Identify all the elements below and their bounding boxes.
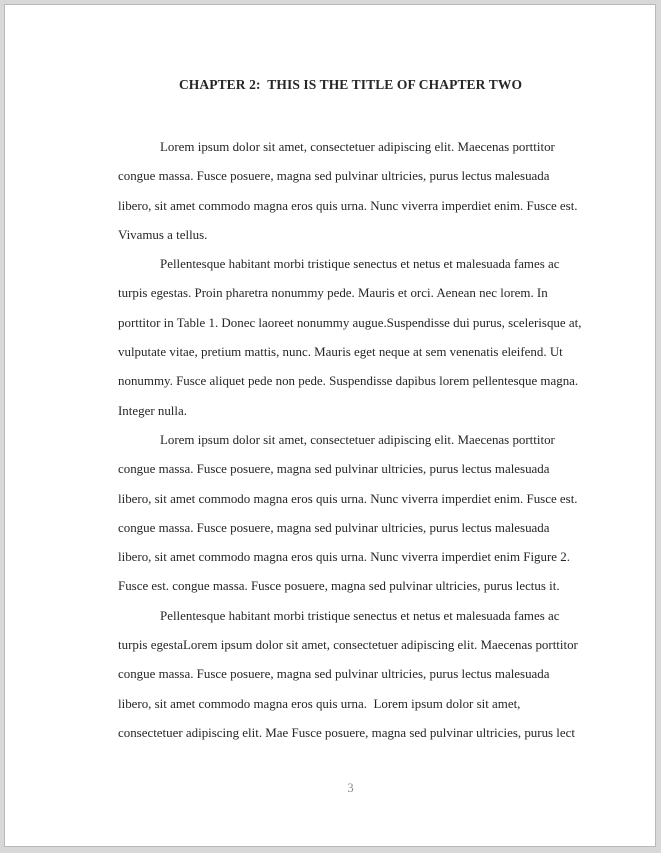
body-paragraph-3: Lorem ipsum dolor sit amet, consectetuer adipiscing elit. Maecenas porttitor congue massa. Fusce posuere, magna sed pulvinar ultricies, purus lectus malesuada libero, sit amet commodo magna eros quis urna. Nunc viverra imperdiet enim. Fusce est. congue massa. Fusce posuere, magna sed pulvinar ultricies, purus lectus malesuada libero, sit amet commodo magna eros quis urna. Nunc viverra imperdiet enim Figure 2. Fusce est. congue massa. Fusce posuere, magna sed pulvinar ultricies, purus lectus it. bbox=[118, 431, 581, 594]
body-paragraph-2: Pellentesque habitant morbi tristique senectus et netus et malesuada fames ac turpis egestas. Proin pharetra nonummy pede. Mauris et orci. Aenean nec lorem. In porttitor in Table 1. Donec laoreet nonummy augue.Suspendisse dui purus, scelerisque at, vulputate vitae, pretium mattis, nunc. Mauris eget neque at sem venenatis eleifend. Ut nonummy. Fusce aliquet pede non pede. Suspendisse dapibus lorem pellentesque magna. Integer nulla. bbox=[118, 256, 585, 418]
document-page bbox=[4, 4, 656, 847]
chapter-title: CHAPTER 2: THIS IS THE TITLE OF CHAPTER TWO bbox=[178, 77, 523, 92]
body-paragraph-4: Pellentesque habitant morbi tristique senectus et netus et malesuada fames ac turpis egestaLorem ipsum dolor sit amet, consectetuer adipiscing elit. Maecenas porttitor congue massa. Fusce posuere, magna sed pulvinar ultricies, purus lectus malesuada libero, sit amet commodo magna eros quis urna. Lorem ipsum dolor sit amet, consectetuer adipiscing elit. Mae Fusce posuere, magna sed pulvinar ultricies, purus lect bbox=[118, 607, 582, 740]
page-number: 3 bbox=[347, 781, 354, 795]
body-paragraph-1: Lorem ipsum dolor sit amet, consectetuer adipiscing elit. Maecenas porttitor congue massa. Fusce posuere, magna sed pulvinar ultricies, purus lectus malesuada libero, sit amet commodo magna eros quis urna. Nunc viverra imperdiet enim. Fusce est. Vivamus a tellus. bbox=[118, 139, 581, 242]
page-content bbox=[118, 75, 583, 747]
